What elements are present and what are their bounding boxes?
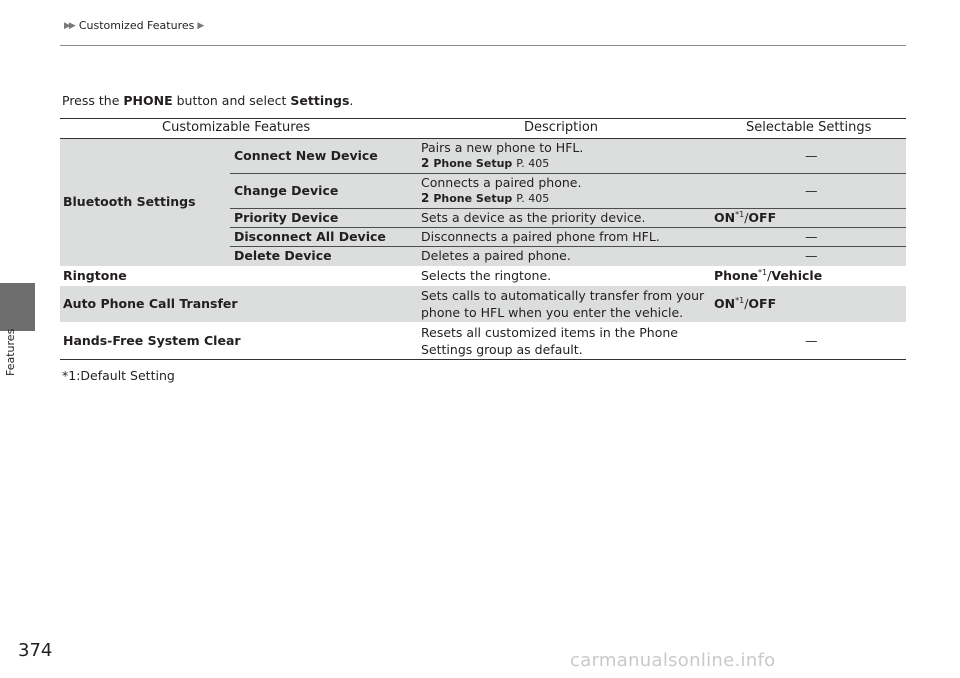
priority-device-setting — [714, 210, 776, 225]
reference-arrow-icon: 2 — [421, 156, 430, 170]
setting-value: — — [805, 229, 818, 244]
description-text: Pairs a new phone to HFL. — [421, 140, 584, 155]
reference-arrow-icon: 2 — [421, 191, 430, 205]
bluetooth-settings-label: Bluetooth Settings — [63, 194, 196, 209]
footnote: *1:Default Setting — [62, 368, 175, 383]
setting-default: ON — [714, 210, 736, 225]
watermark: carmanualsonline.info — [570, 650, 776, 671]
setting-option: OFF — [748, 210, 777, 225]
reference-page: P. 405 — [516, 191, 550, 205]
change-device-desc — [421, 175, 581, 205]
hands-free-system-clear-label: Hands-Free System Clear — [63, 333, 241, 348]
description-line: Sets calls to automatically transfer from your — [421, 288, 705, 303]
disconnect-all-device-desc: Disconnects a paired phone from HFL. — [421, 229, 660, 244]
page-number: 374 — [18, 640, 53, 661]
setting-separator: / — [744, 210, 749, 225]
phone-settings-table — [60, 118, 906, 357]
auto-phone-call-transfer-desc — [421, 287, 704, 321]
setting-value: — — [805, 148, 818, 163]
delete-device-desc: Deletes a paired phone. — [421, 248, 571, 263]
reference-link[interactable] — [421, 191, 581, 205]
header-description: Description — [524, 120, 599, 135]
reference-name: Phone Setup — [433, 191, 513, 205]
ringtone-label: Ringtone — [63, 268, 127, 283]
ringtone-desc: Selects the ringtone. — [421, 268, 552, 283]
table-row — [60, 286, 906, 322]
setting-default: ON — [714, 296, 736, 311]
breadcrumb-arrow-icon: ▶ — [68, 20, 76, 31]
header-selectable-settings: Selectable Settings — [746, 120, 872, 135]
breadcrumb-arrow-icon: ▶ — [197, 20, 205, 31]
breadcrumb-link-customized-features[interactable]: Customized Features — [78, 19, 195, 32]
setting-value: — — [805, 183, 818, 198]
setting-value: — — [805, 248, 818, 263]
description-line: phone to HFL when you enter the vehicle. — [421, 305, 684, 320]
footnote-mark: *1 — [735, 209, 745, 219]
intro-pre: Press the — [62, 93, 124, 108]
intro-mid: button and select — [172, 93, 291, 108]
setting-value: — — [805, 333, 818, 348]
priority-device-label: Priority Device — [234, 210, 339, 225]
header-rule — [60, 45, 906, 46]
footnote-mark: *1 — [758, 267, 768, 277]
auto-phone-call-transfer-setting — [714, 296, 776, 311]
description-text: Connects a paired phone. — [421, 175, 582, 190]
table-row — [60, 247, 906, 266]
setting-separator: / — [744, 296, 749, 311]
change-device-label: Change Device — [234, 183, 339, 198]
table-bottom-rule — [60, 359, 906, 360]
footnote-mark: *1 — [735, 295, 745, 305]
chapter-label: Features — [4, 328, 17, 376]
table-row — [60, 228, 906, 246]
table-row — [60, 139, 906, 173]
description-line: Resets all customized items in the Phone — [421, 325, 678, 340]
intro-post: . — [349, 93, 354, 108]
setting-separator: / — [767, 268, 772, 283]
setting-option: Vehicle — [771, 268, 823, 283]
ringtone-setting — [714, 268, 822, 283]
phone-button-name: PHONE — [123, 93, 173, 108]
setting-option: OFF — [748, 296, 777, 311]
reference-name: Phone Setup — [433, 156, 513, 170]
table-row — [60, 209, 906, 227]
disconnect-all-device-label: Disconnect All Device — [234, 229, 386, 244]
settings-item-name: Settings — [290, 93, 350, 108]
intro-text — [62, 93, 353, 108]
header-customizable-features: Customizable Features — [162, 120, 311, 135]
priority-device-desc: Sets a device as the priority device. — [421, 210, 646, 225]
setting-default: Phone — [714, 268, 759, 283]
reference-link[interactable] — [421, 156, 583, 170]
auto-phone-call-transfer-label: Auto Phone Call Transfer — [63, 296, 238, 311]
table-header — [60, 118, 906, 139]
breadcrumb — [64, 19, 205, 32]
delete-device-label: Delete Device — [234, 248, 332, 263]
breadcrumb-arrow-icon: ▶ — [64, 20, 71, 31]
description-line: Settings group as default. — [421, 342, 583, 357]
table-row — [60, 174, 906, 208]
connect-new-device-label: Connect New Device — [234, 148, 378, 163]
reference-page: P. 405 — [516, 156, 550, 170]
table-row — [60, 323, 906, 359]
table-row — [60, 266, 906, 285]
connect-new-device-desc — [421, 140, 583, 170]
hands-free-system-clear-desc — [421, 324, 678, 358]
